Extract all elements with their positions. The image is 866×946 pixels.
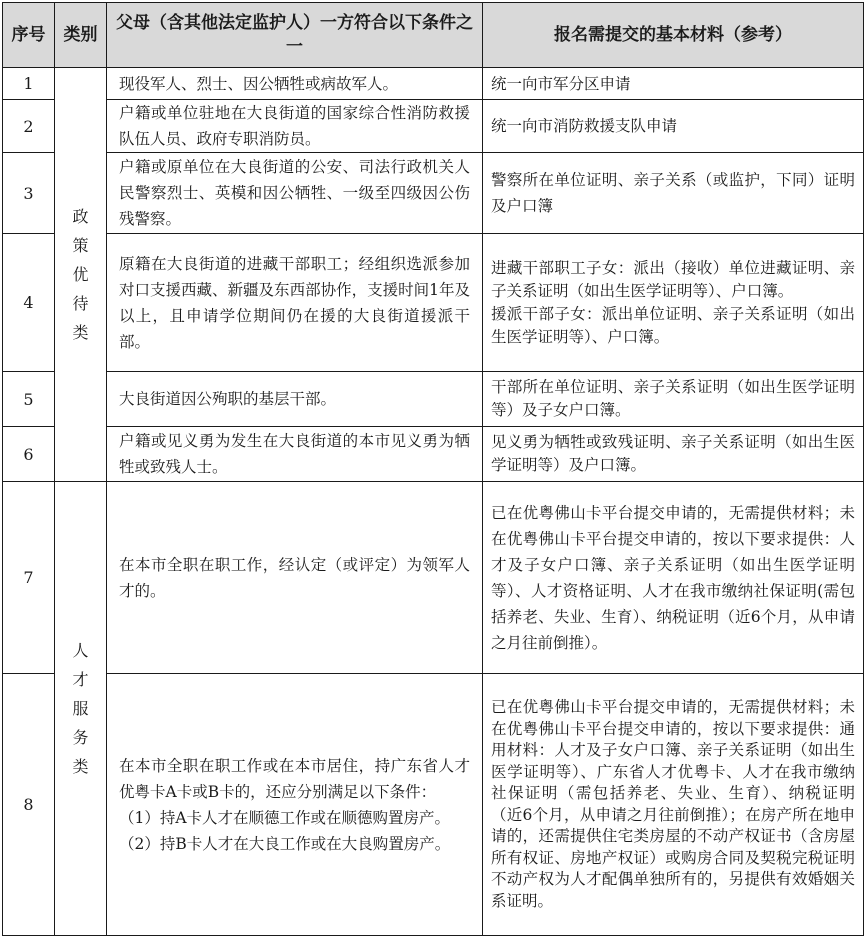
table-row bbox=[3, 234, 864, 372]
materials-cell: 见义勇为牺牲或致残证明、亲子关系证明（如出生医学证明等）及户口簿。 bbox=[483, 427, 864, 482]
materials-cell: 统一向市消防救援支队申请 bbox=[483, 100, 864, 153]
header-materials: 报名需提交的基本材料（参考） bbox=[483, 3, 864, 68]
materials-cell: 统一向市军分区申请 bbox=[483, 68, 864, 100]
row-number: 1 bbox=[3, 68, 55, 100]
condition-cell: 户籍或原单位在大良街道的公安、司法行政机关人民警察烈士、英模和因公牺牲、一级至四级因公伤残警察。 bbox=[107, 153, 483, 234]
materials-cell: 进藏干部职工子女：派出（接收）单位进藏证明、亲子关系证明（如出生医学证明等）、户口簿。 援派干部子女：派出单位证明、亲子关系证明（如出生医学证明等）、户口簿。 bbox=[483, 234, 864, 372]
condition-cell: 现役军人、烈士、因公牺牲或病故军人。 bbox=[107, 68, 483, 100]
row-number: 7 bbox=[3, 482, 55, 674]
table-row bbox=[3, 674, 864, 936]
table-row bbox=[3, 100, 864, 153]
table-row bbox=[3, 427, 864, 482]
condition-cell: 户籍或单位驻地在大良街道的国家综合性消防救援队伍人员、政府专职消防员。 bbox=[107, 100, 483, 153]
condition-cell: 在本市全职在职工作或在本市居住，持广东省人才优粤卡A卡或B卡的，还应分别满足以下条件： （1）持A卡人才在顺德工作或在顺德购置房产。 （2）持B卡人才在大良工作或在大良购置房产。 bbox=[107, 674, 483, 936]
category-policy-label: 政策优待类 bbox=[72, 207, 89, 342]
condition-cell: 在本市全职在职工作，经认定（或评定）为领军人才的。 bbox=[107, 482, 483, 674]
materials-cell: 干部所在单位证明、亲子关系证明（如出生医学证明等）及子女户口簿。 bbox=[483, 372, 864, 427]
materials-cell: 警察所在单位证明、亲子关系（或监护，下同）证明及户口簿 bbox=[483, 153, 864, 234]
header-seq: 序号 bbox=[3, 3, 55, 68]
row-number: 6 bbox=[3, 427, 55, 482]
category-policy bbox=[55, 68, 107, 482]
category-talent bbox=[55, 482, 107, 936]
table-row bbox=[3, 482, 864, 674]
table-row bbox=[3, 372, 864, 427]
condition-cell: 原籍在大良街道的进藏干部职工；经组织选派参加对口支援西藏、新疆及东西部协作，支援时间1年及以上，且申请学位期间仍在援的大良街道援派干部。 bbox=[107, 234, 483, 372]
enrollment-conditions-table bbox=[2, 2, 864, 936]
table-row bbox=[3, 153, 864, 234]
materials-cell: 已在优粤佛山卡平台提交申请的，无需提供材料；未在优粤佛山卡平台提交申请的，按以下要求提供：人才及子女户口簿、亲子关系证明（如出生医学证明等）、人才资格证明、人才在我市缴纳社保证明(需包括养老、失业、生育）、纳税证明（近6个月，从申请之月往前倒推）。 bbox=[483, 482, 864, 674]
header-category: 类别 bbox=[55, 3, 107, 68]
row-number: 2 bbox=[3, 100, 55, 153]
condition-cell: 户籍或见义勇为发生在大良街道的本市见义勇为牺牲或致残人士。 bbox=[107, 427, 483, 482]
row-number: 4 bbox=[3, 234, 55, 372]
category-talent-label: 人才服务类 bbox=[72, 641, 89, 776]
row-number: 5 bbox=[3, 372, 55, 427]
table-header-row bbox=[3, 3, 864, 68]
materials-cell: 已在优粤佛山卡平台提交申请的，无需提供材料；未在优粤佛山卡平台提交申请的，按以下要求提供：通用材料：人才及子女户口簿、亲子关系证明（如出生医学证明等）、广东省人才优粤卡、人才在我市缴纳社保证明（需包括养老、失业、生育）、纳税证明（近6个月，从申请之月往前倒推）；在房产所在地申请的，还需提供住宅类房屋的不动产权证书（含房屋所有权证、房地产权证）或购房合同及契税完税证明不动产权为人才配偶单独所有的，另提供有效婚姻关系证明。 bbox=[483, 674, 864, 936]
row-number: 3 bbox=[3, 153, 55, 234]
row-number: 8 bbox=[3, 674, 55, 936]
condition-cell: 大良街道因公殉职的基层干部。 bbox=[107, 372, 483, 427]
header-condition: 父母（含其他法定监护人）一方符合以下条件之一 bbox=[107, 3, 483, 68]
table-row bbox=[3, 68, 864, 100]
